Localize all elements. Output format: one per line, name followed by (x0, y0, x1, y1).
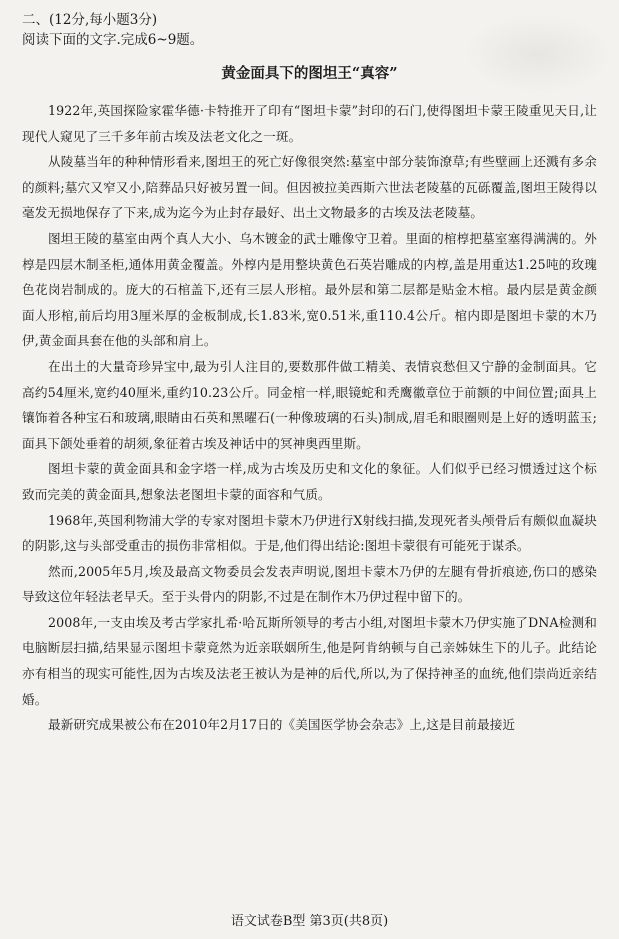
section-header: 二、(12分,每小题3分) (22, 12, 158, 28)
paragraph-3: 图坦王陵的墓室由两个真人大小、乌木镀金的武士雕像守卫着。里面的棺椁把墓室塞得满满的。外椁是四层木制圣柜,通体用黄金覆盖。外椁内是用整块黄色石英岩雕成的内椁,盖是用重达1.25吨的玫瑰色花岗岩制成的。庞大的石棺盖下,还有三层人形棺。最外层和第二层都是贴金木棺。最内层是黄金颜面人形棺,前后均用3厘米厚的金板制成,长1.83米,宽0.51米,重110.4公斤。棺内即是图坦卡蒙的木乃伊,黄金面具套在他的头部和肩上。 (22, 230, 597, 349)
paragraph-8: 2008年,一支由埃及考古学家扎希·哈瓦斯所领导的考古小组,对图坦卡蒙木乃伊实施了DNA检测和电脑断层扫描,结果显示图坦卡蒙竟然为近亲联姻所生,他是阿肯纳顿与自己亲姊妹生下的儿子。此结论亦有相当的现实可能性,因为古埃及法老王被认为是神的后代,所以,为了保持神圣的血统,他们崇尚近亲结婚。 (22, 614, 597, 707)
reading-instruction: 阅读下面的文字.完成6~9题。 (22, 32, 204, 48)
paragraph-1: 1922年,英国探险家霍华德·卡特推开了印有“图坦卡蒙”封印的石门,使得图坦卡蒙王陵重见天日,让现代人窥见了三千多年前古埃及法老文化之一斑。 (22, 103, 597, 144)
paragraph-9: 最新研究成果被公布在2010年2月17日的《美国医学协会杂志》上,这是目前最接近 (48, 717, 516, 733)
article-body (22, 98, 597, 738)
paragraph-4: 在出土的大量奇珍异宝中,最为引人注目的,要数那件做工精美、表情哀愁但又宁静的金制面具。它高约54厘米,宽约40厘米,重约10.23公斤。同金棺一样,眼镜蛇和秃鹰徽章位于前额的中间位置;面具上镶饰着各种宝石和玻璃,眼睛由石英和黑曜石(一种像玻璃的石头)制成,眉毛和眼圈则是上好的透明蓝玉;面具下颌处垂着的胡须,象征着古埃及神话中的冥神奥西里斯。 (22, 358, 597, 451)
paragraph-7: 然而,2005年5月,埃及最高文物委员会发表声明说,图坦卡蒙木乃伊的左腿有骨折痕迹,伤口的感染导致这位年轻法老早夭。至于头骨内的阴影,不过是在制作木乃伊过程中留下的。 (22, 563, 597, 605)
paragraph-2: 从陵墓当年的种种情形看来,图坦王的死亡好像很突然:墓室中部分装饰潦草;有些壁画上还溅有多余的颜料;墓穴又窄又小,陪葬品只好被另置一间。但因被拉美西斯六世法老陵墓的瓦砾覆盖,图坦王陵得以毫发无损地保存了下来,成为迄今为止封存最好、出土文物最多的古埃及法老陵墓。 (22, 154, 597, 221)
paragraph-6: 1968年,英国利物浦大学的专家对图坦卡蒙木乃伊进行X射线扫描,发现死者头颅骨后有颇似血凝块的阴影,这与头部受重击的损伤非常相似。于是,他们得出结论:图坦卡蒙很有可能死于谋杀。 (22, 512, 597, 554)
paragraph-5: 图坦卡蒙的黄金面具和金字塔一样,成为古埃及历史和文化的象征。人们似乎已经习惯透过这个标致而完美的黄金面具,想象法老图坦卡蒙的面容和气质。 (22, 461, 597, 502)
page-footer: 语文试卷B型 第3页(共8页) (230, 914, 389, 929)
article-title: 黄金面具下的图坦王“真容” (221, 65, 398, 82)
